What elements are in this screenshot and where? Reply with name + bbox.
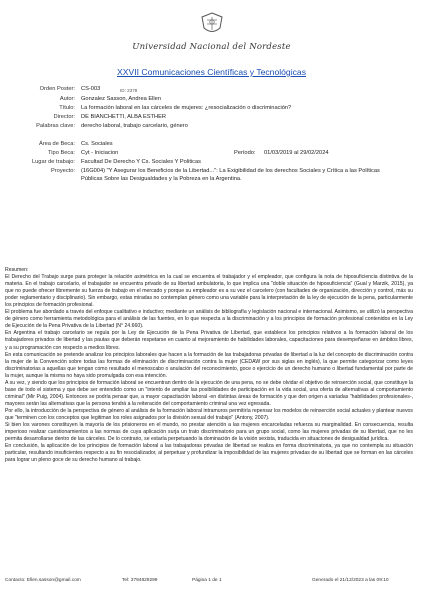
abstract-paragraph: El Derecho del Trabajo surge para proteger la relación asimétrica en la cual se encuentra el trabajador y el empleador, que configura la nota de hiposuficiencia distintiva de la materia. En el trabajo carcelario, el trabajador se encuentra privado de su libertad ambulatoria, lo que implica una "doble situación de hiposuficiencia" (Gual y Marzik, 2015), ya que no puede ofrecer libremente su fuerza de trabajo en el mercado y porque su empleador es a su vez el carcelero (con facultades de organización, dirección y control, más su poder reglamentario y disciplinario). Sin embargo, estas miradas no contemplan género como una variable para la interpretación de la ley de ejecución de la pena, particularmente los principios de formación profesional. (5, 274, 413, 309)
tipo-value: Cyt - Iniciacion (81, 150, 119, 156)
lugar-value: Facultad De Derecho Y Cs. Sociales Y Politicas (81, 159, 202, 165)
abstract-paragraph: El problema fue abordado a través del enfoque cualitativo e inductivo; mediante un análisis de bibliografía y legislación nacional e internacional. Asimismo, se utilizó la perspectiva de género como herramienta metodológica para el análisis de las fuentes, en lo que respecta a la discriminación y a los principios de formación profesional contenidos en la Ley de Ejecución de la Pena Privativa de la Libertad (N° 24.660). (5, 309, 413, 330)
orden-label: Orden Poster: (39, 86, 75, 92)
abstract-paragraph: Si bien los varones constituyen la mayoría de los prisioneros en el mundo, no prestar atención a las mujeres encarceladas refuerza su marginalidad. En consecuencia, resulta imperioso realizar cuestionamientos a las normas de cuya aplicación surja un trato discriminatorio para un grupo social, como las mujeres privadas de su libertad, que no les permita desarrollarse dentro de las cárceles. De lo contrario, se estaría perpetuando la dominación de la visión sexista, traducida en situaciones de desigualdad jurídica. (5, 422, 413, 443)
claves-label: Palabras clave: (36, 123, 75, 129)
footer-contact: Contacto: Ellen.sasson@gmail.com (5, 578, 81, 583)
area-label: Área de Beca: (38, 141, 75, 147)
university-crest-icon (199, 12, 225, 36)
area-value: Cs. Sociales (81, 141, 113, 147)
abstract-paragraph: En Argentina el trabajo carcelario se regula por la Ley de Ejecución de la Pena Privativa de Libertad, que establece los principios relativos a la formación laboral de los trabajadores privados de libertad y las pautas que deberán respetarse en cuanto al mejoramiento de habilidades laborales, capacitaciones para desempeñarse en ámbitos libres, y a su programación con respecto a medios libres. (5, 330, 413, 351)
footer-page: Página 1 de 1 (192, 578, 222, 583)
abstract-paragraph: En esta comunicación se pretende analizar los principios laborales que hacen a la formación de las trabajadoras privadas de libertad a la luz del concepto de discriminación contra la mujer de la Convención sobre todas las formas de eliminación de discriminación contra la mujer (CEDAW por sus siglas en inglés), la que permite categorizar como leyes discriminatorias a aquellas que tengan como resultado el menoscabo o anulación del reconocimiento, goce o ejercicio de un derecho humano o libertad fundamental por parte de la mujer, aunque la misma no haya sido promulgada con esa intención. (5, 351, 413, 379)
orden-value: CS-003 (81, 86, 101, 92)
record-metadata (5, 86, 415, 256)
abstract-paragraph: En conclusión, la aplicación de los principios de formación laboral a las trabajadoras privadas de libertad se realiza en forma discriminatoria, ya que no contempla su situación particular, resultando insuficientes respecto a su fin resocializador, al perpetuar y profundizar la imposibilidad de las mujeres privadas de su libertad que se forman en las cárceles para lograr un pleno goce de su derecho humano al trabajo. (5, 443, 413, 464)
conference-title: XXVII Comunicaciones Científicas y Tecnológicas (117, 67, 306, 77)
footer-tel: Tel: 3794829299 (122, 578, 158, 583)
abstract-paragraph: A su vez, y siendo que los principios de formación laboral se encuentran dentro de la ejecución de una pena, no se debe olvidar el objetivo de reinserción social, que constituye la base de todo el sistema y que debe ser entendido como un "intento de ampliar las posibilidades de participación en la vida social, una oferta de alternativas al comportamiento criminal" (Mir Puig, 2004). Entonces se podría pensar que, a mayor capacitación laboral -en distintas áreas de formación y que den origen a variadas "habilidades profesionales-, mayores serán las alternativas que la persona tendrá a la reiteración del comportamiento criminal una vez egresada. (5, 379, 413, 407)
periodo-value: 01/03/2019 al 29/02/2024 (264, 150, 329, 156)
director-value: DE BIANCHETTI, ALBA ESTHER (81, 114, 167, 120)
titulo-label: Título: (59, 105, 75, 111)
proyecto-label: Proyecto: (50, 168, 75, 174)
university-logo (0, 12, 423, 52)
record-id: ID: 2378 (120, 88, 138, 93)
abstract (5, 267, 413, 464)
autor-value: Gonzalez Sasson, Andrea Ellen (81, 96, 161, 102)
lugar-label: Lugar de trabajo: (31, 159, 75, 165)
titulo-value: La formación laboral en las cárceles de mujeres: ¿resocialización o discriminación? (81, 105, 292, 111)
director-label: Director: (53, 114, 75, 120)
tipo-label: Tipo Beca: (48, 150, 75, 156)
claves-value: derecho laboral, trabajo carcelario, género (81, 123, 188, 129)
proyecto-value: (16G004) "Y Asegurar los Beneficios de la Libertad...": La Exigibilidad de los derechos Sociales y Crítica a las Políticas Públicas Sobre las Desigualdades y la Pobreza en la Argentina. (81, 168, 380, 182)
university-name: Universidad Nacional del Nordeste (132, 42, 291, 52)
periodo-label: Período: (234, 150, 256, 156)
autor-label: Autor: (59, 96, 75, 102)
abstract-title: Resumen: (5, 267, 29, 273)
abstract-paragraph: Por ello, la introducción de la perspectiva de género al análisis de la formación laboral intramuros permitiría repensar los modelos de reinserción social actuales y plantear nuevos que "terminen con los conceptos que legitiman los roles asignados por la división sexual del trabajo" (Antony, 2007). (5, 407, 413, 421)
footer-generated: Generado el 21/12/2023 a las 09:10 (312, 578, 389, 583)
